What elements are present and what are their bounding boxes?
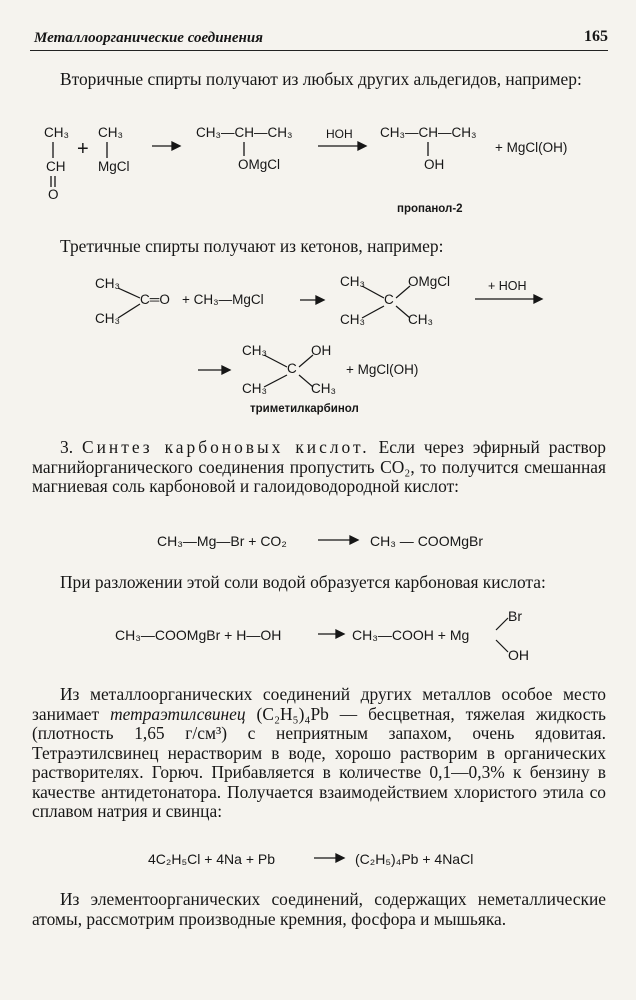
p1-chain: CH₃—CH—CH₃ xyxy=(196,125,293,140)
ketone-ch3-top: CH₃ xyxy=(95,276,120,291)
eq2-br: Br xyxy=(508,608,522,624)
intermediate-ch3-top: CH₃ xyxy=(340,274,365,289)
r2-ch3: CH₃ xyxy=(98,125,123,140)
eq2-left: CH₃—COOMgBr + H—OH xyxy=(115,627,282,643)
bond-mg-oh xyxy=(496,640,508,652)
tertiary-ch3-top: CH₃ xyxy=(242,343,267,358)
intermediate-c: C xyxy=(384,292,394,307)
tel-text-2: (C₂H₅)₄Pb — бесцветная, тяжелая жидкость (плотность 1,65 г/см³) с неприятным запахом, очень ядовитая. Тетраэтилсвинец нерастворим в воде, хорошо растворим в органических растворителях. Горюч. Прибавляется в количестве 0,1—0,3% к бензину в качестве антидетонатора. Получается взаимодействием хлористого этила со сплавом натрия и свинца: xyxy=(32,703,606,821)
intermediate-ch3-left: CH₃ xyxy=(340,312,365,327)
bond-mg-br xyxy=(496,618,508,630)
bond-t-bl xyxy=(264,375,287,387)
tertiary-oh: OH xyxy=(311,343,332,358)
section-number: 3. xyxy=(60,437,74,457)
bond-t-tr xyxy=(299,355,313,367)
intermediate-omgcl: OMgCl xyxy=(408,274,451,289)
hoh-label: HOH xyxy=(326,127,353,141)
r1-o: O xyxy=(48,187,59,202)
eq2-oh: OH xyxy=(508,647,529,663)
page-number: 165 xyxy=(584,28,608,45)
section-heading: Синтез карбоновых кислот. xyxy=(82,437,370,457)
eq1-right: CH₃ — COOMgBr xyxy=(370,533,484,549)
p2-oh: OH xyxy=(424,157,445,172)
bond-k-bottom xyxy=(118,304,140,318)
bond-i-tl xyxy=(362,286,384,298)
bond-i-bl xyxy=(362,306,384,318)
running-title: Металлоорганические соединения xyxy=(34,30,263,46)
r2-mgcl: MgCl xyxy=(98,159,130,174)
product-name-propanol: пропанол-2 xyxy=(397,203,463,215)
bond-t-br xyxy=(299,375,313,387)
eq3-right: (C₂H₅)₄Pb + 4NaCl xyxy=(355,851,474,867)
paragraph-element-organic: Из элементоорганических соединений, содержащих неметаллические атомы, рассмотрим производные кремния, фосфора и мышьяка. xyxy=(32,889,606,929)
p2-chain: CH₃—CH—CH₃ xyxy=(380,125,477,140)
bond-i-tr xyxy=(396,286,410,298)
tertiary-ch3-left: CH₃ xyxy=(242,381,267,396)
product-name-trimethylcarbinol: триметилкарбинол xyxy=(250,403,359,415)
byproduct-2: + MgCl(OH) xyxy=(346,362,419,377)
grignard-reagent: + CH₃—MgCl xyxy=(182,292,264,307)
tertiary-c: C xyxy=(287,361,297,376)
tertiary-ch3-right: CH₃ xyxy=(311,381,336,396)
byproduct: + MgCl(OH) xyxy=(495,140,568,155)
section-text: Если через эфирный раствор магнийорганического соединения пропустить CO₂, то получится смешанная магниевая соль карбоновой и галоидоводородной кислот: xyxy=(32,437,606,496)
bond-i-br xyxy=(396,306,410,318)
r1-ch: CH xyxy=(46,159,66,174)
p1-omgcl: OMgCl xyxy=(238,157,281,172)
eq2-right: CH₃—COOH + Mg xyxy=(352,627,470,643)
plus-sign: + xyxy=(77,138,89,160)
r1-ch3: CH₃ xyxy=(44,125,69,140)
paragraph-decomposition: При разложении этой соли водой образуется карбоновая кислота: xyxy=(60,572,546,592)
paragraph-tertiary-alcohols: Третичные спирты получают из кетонов, например: xyxy=(60,236,444,256)
tel-term: тетраэтилсвинец xyxy=(110,703,246,724)
ketone-carbonyl: C═O xyxy=(140,292,170,307)
ketone-ch3-bottom: CH₃ xyxy=(95,311,120,326)
tel-text-1: Из металлоорганических соединений других металлов особое место занимает xyxy=(32,684,606,724)
bond-k-top xyxy=(118,288,140,298)
paragraph-secondary-alcohols: Вторичные спирты получают из любых других альдегидов, например: xyxy=(60,69,582,89)
eq1-left: CH₃—Mg—Br + CO₂ xyxy=(157,533,287,549)
intermediate-ch3-right: CH₃ xyxy=(408,312,433,327)
hoh-label-2: + HOH xyxy=(488,279,527,293)
bond-t-tl xyxy=(264,355,287,367)
eq3-left: 4C₂H₅Cl + 4Na + Pb xyxy=(148,851,276,867)
